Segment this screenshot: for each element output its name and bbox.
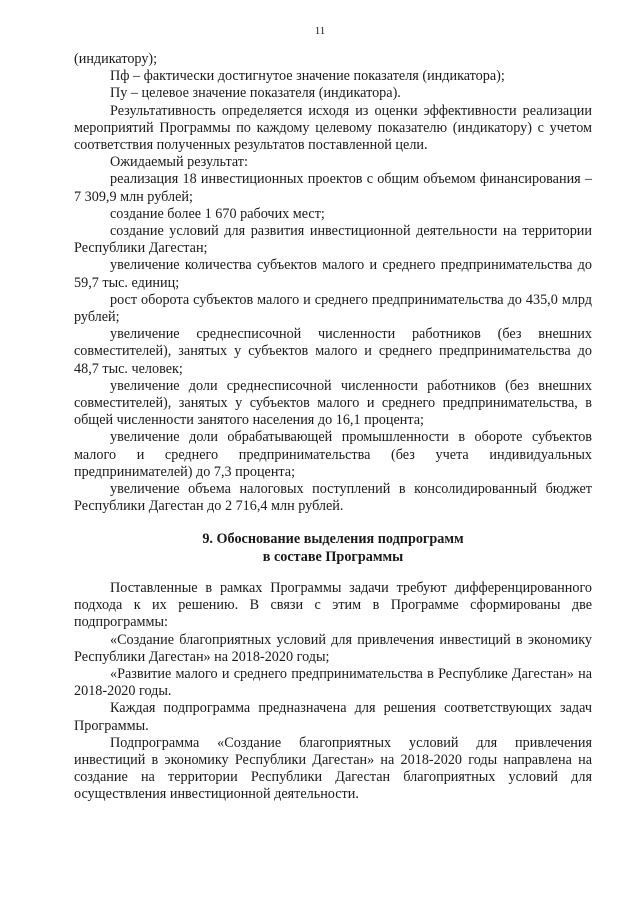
paragraph: создание условий для развития инвестиционной деятельности на территории Республики Дагестан; [74,223,592,257]
paragraph: увеличение объема налоговых поступлений в консолидированный бюджет Республики Дагестан до 2 716,4 млн рублей. [74,481,592,515]
paragraph: реализация 18 инвестиционных проектов с общим объемом финансирования – 7 309,9 млн рублей; [74,171,592,205]
paragraph: увеличение доли среднесписочной численности работников (без внешних совместителей), занятых у субъектов малого и среднего предпринимательства, в общей численности занятого населения до 16,1 процента; [74,377,592,429]
paragraph: увеличение доли обрабатывающей промышленности в обороте субъектов малого и среднего предпринимательства (без учета индивидуальных предпринимателей) до 7,3 процента; [74,429,592,480]
paragraph: (индикатору); [74,51,158,67]
paragraph: «Создание благоприятных условий для привлечения инвестиций в экономику Республики Дагестан» на 2018-2020 годы; [74,631,592,665]
paragraphs-before-heading [74,51,592,515]
paragraph: увеличение количества субъектов малого и среднего предпринимательства до 59,7 тыс. единиц; [74,257,592,291]
paragraph: Поставленные в рамках Программы задачи требуют дифференцированного подхода к их решению. В связи с этим в Программе сформированы две подпрограммы: [74,579,592,631]
paragraphs-after-heading [74,580,592,804]
paragraph: создание более 1 670 рабочих мест; [110,205,325,222]
document-body [74,51,592,804]
page-number: 11 [314,25,326,37]
paragraph: рост оборота субъектов малого и среднего предпринимательства до 435,0 млрд рублей; [74,291,592,326]
paragraph: увеличение среднесписочной численности работников (без внешних совместителей), занятых у субъектов малого и среднего предпринимательства до 48,7 тыс. человек; [74,326,592,377]
paragraph: Каждая подпрограмма предназначена для решения соответствующих задач Программы. [74,700,592,734]
paragraph: Ожидаемый результат: [110,154,248,171]
paragraph: «Развитие малого и среднего предпринимательства в Республике Дагестан» на 2018-2020 годы. [74,665,592,700]
section-heading-line-1: 9. Обоснование выделения подпрограмм [202,531,464,548]
paragraph: Пу – целевое значение показателя (индикатора). [110,85,401,102]
paragraph: Подпрограмма «Создание благоприятных условий для привлечения инвестиций в экономику Республики Дагестан» на 2018-2020 годы направлена на создание на территории Республики Дагестан благоприятных условий для осуществления инвестиционной деятельности. [74,734,592,803]
section-heading-line-2: в составе Программы [262,548,404,565]
paragraph: Пф – фактически достигнутое значение показателя (индикатора); [110,68,505,85]
section-heading [74,531,592,565]
paragraph: Результативность определяется исходя из оценки эффективности реализации мероприятий Программы по каждому целевому показателю (индикатору) с учетом соответствия полученных результатов поставленной цели. [74,102,592,154]
